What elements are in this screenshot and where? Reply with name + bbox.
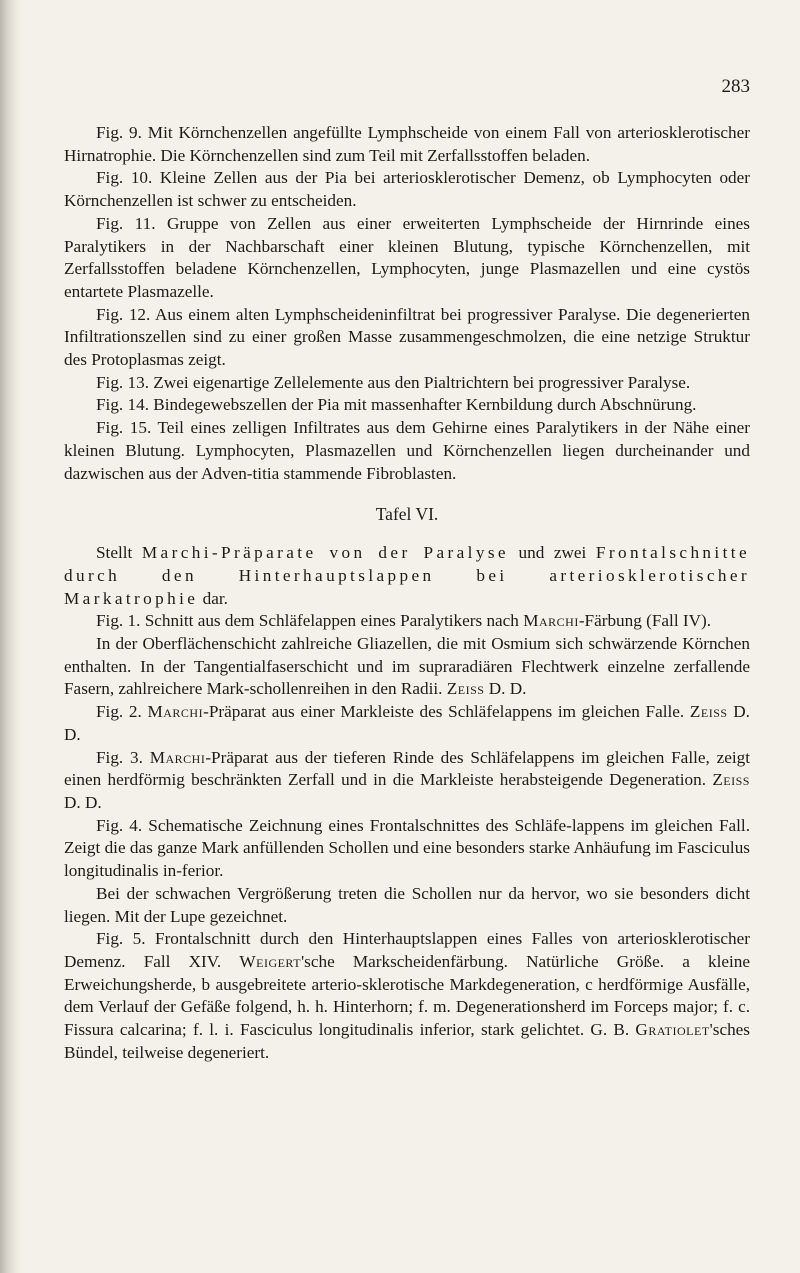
fig-3-text: -Präparat aus der tieferen Rinde des Schläfelappens im gleichen Falle, zeigt einen herdförmig beschränkten Zerfall und in die Markleiste herabsteigende Degeneration. <box>64 747 750 790</box>
fig-14-caption: Fig. 14. Bindegewebszellen der Pia mit massenhafter Kernbildung durch Abschnürung. <box>96 395 697 415</box>
author-name: Marchi <box>147 702 204 722</box>
fig-2-text-end: D. D. <box>64 702 750 744</box>
fig-2-caption <box>64 701 750 746</box>
fig-3-label: Fig. 3. <box>96 747 150 767</box>
intro-spaced-2: Frontalschnitte durch den Hinterhauptslappen bei arteriosklerotischer Markatrophie <box>64 543 750 608</box>
fig-12-caption: Fig. 12. Aus einem alten Lymphscheideninfiltrat bei progressiver Paralyse. Die degenerierten Infiltrationszellen sind zu einer großen Masse zusammengeschmolzen, die eine netzige Struktur des Protoplasmas zeigt. <box>64 304 750 370</box>
fig-9-caption: Fig. 9. Mit Körnchenzellen angefüllte Lymphscheide von einem Fall von arteriosklerotischer Hirnatrophie. Die Körnchenzellen sind zum Teil mit Zerfallsstoffen beladen. <box>64 123 750 165</box>
fig-3-caption <box>64 747 750 815</box>
fig-1-desc-text: In der Oberflächenschicht zahlreiche Gliazellen, die mit Osmium sich schwärzende Körnchen enthalten. In der Tangentialfaserschicht und im supraradiären Flechtwerk einzelne zerfallende Fasern, zahlreichere Mark-schollenreihen in den Radii. <box>64 634 750 699</box>
author-name: Marchi <box>149 747 206 767</box>
author-name: Gratiolet <box>635 1020 710 1040</box>
fig-5-caption <box>64 928 750 1064</box>
author-name: Marchi <box>523 611 579 631</box>
fig-10-caption: Fig. 10. Kleine Zellen aus der Pia bei arteriosklerotischer Demenz, ob Lymphocyten oder Körnchenzellen ist schwer zu entscheiden. <box>64 168 750 211</box>
fig-1-text: Fig. 1. Schnitt aus dem Schläfelappen eines Paralytikers nach <box>96 611 524 631</box>
author-name: Zeiss <box>689 702 728 722</box>
fig-15-caption: Fig. 15. Teil eines zelligen Infiltrates aus dem Gehirne eines Paralytikers in der Nähe einer kleinen Blutung. Lymphocyten, Plasmazellen und Körnchenzellen liegen durcheinander und dazwischen aus der Adven-titia stammende Fibroblasten. <box>64 418 750 483</box>
author-name: Weigert <box>239 951 302 971</box>
author-name: Zeiss <box>712 770 750 790</box>
section-heading: Tafel VI. <box>375 504 439 525</box>
fig-5-text-mid: 'sche Markscheidenfärbung. Natürliche Größe. a kleine Erweichungsherde, b ausgebreitete arterio-sklerotische Markdegeneration, c herdförmige Ausfälle, dem Verlauf der Gefäße folgend, h. h. Hinterhorn; f. m. Degenerationsherd im Forceps major; f. c. Fissura calcarina; f. l. i. Fasciculus longitudinalis inferior, stark gelichtet. G. B. <box>64 951 750 1040</box>
fig-1-caption <box>64 610 750 633</box>
plate-intro <box>64 542 750 610</box>
fig-11-caption: Fig. 11. Gruppe von Zellen aus einer erweiterten Lymphscheide der Hirnrinde eines Paralytikers in der Nachbarschaft einer kleinen Blutung, typische Körnchenzellen, mit Zerfallsstoffen beladene Körnchenzellen, Lymphocyten, junge Plasmazellen und eine cystös entartete Plasmazelle. <box>64 213 750 301</box>
fig-1-description <box>64 633 750 701</box>
fig-1-text-end: -Färbung (Fall IV). <box>578 611 712 631</box>
fig-1-desc-end: D. D. <box>484 679 527 699</box>
scan-page-edge <box>0 0 22 1273</box>
intro-text-end: dar. <box>198 588 228 608</box>
intro-text-mid: und zwei <box>508 543 596 563</box>
fig-3-text-end: D. D. <box>64 792 102 812</box>
intro-spaced-1: Marchi-Präparate von der Paralyse <box>141 543 509 563</box>
fig-13-caption: Fig. 13. Zwei eigenartige Zellelemente aus den Pialtrichtern bei progressiver Paralyse. <box>96 372 691 392</box>
fig-4-description: Bei der schwachen Vergrößerung treten die Schollen nur da hervor, wo sie besonders dicht liegen. Mit der Lupe gezeichnet. <box>64 883 750 926</box>
intro-text: Stellt <box>96 543 142 563</box>
fig-2-text: -Präparat aus einer Markleiste des Schläfelappens im gleichen Falle. <box>203 702 690 722</box>
page-content <box>64 122 750 1064</box>
author-name: Zeiss <box>446 679 485 699</box>
page-number: 283 <box>721 76 750 97</box>
fig-5-text: Fig. 5. Frontalschnitt durch den Hinterhauptslappen eines Falles von arteriosklerotischer Demenz. Fall XIV. <box>64 929 750 971</box>
fig-5-text-end: 'sches Bündel, teilweise degeneriert. <box>64 1020 750 1062</box>
fig-4-caption: Fig. 4. Schematische Zeichnung eines Frontalschnittes des Schläfe-lappens im gleichen Fall. Zeigt die das ganze Mark anfüllenden Schollen und eine besonders starke Anhäufung im Fasciculus longitudinalis in-ferior. <box>64 815 750 881</box>
fig-2-label: Fig. 2. <box>96 702 148 722</box>
